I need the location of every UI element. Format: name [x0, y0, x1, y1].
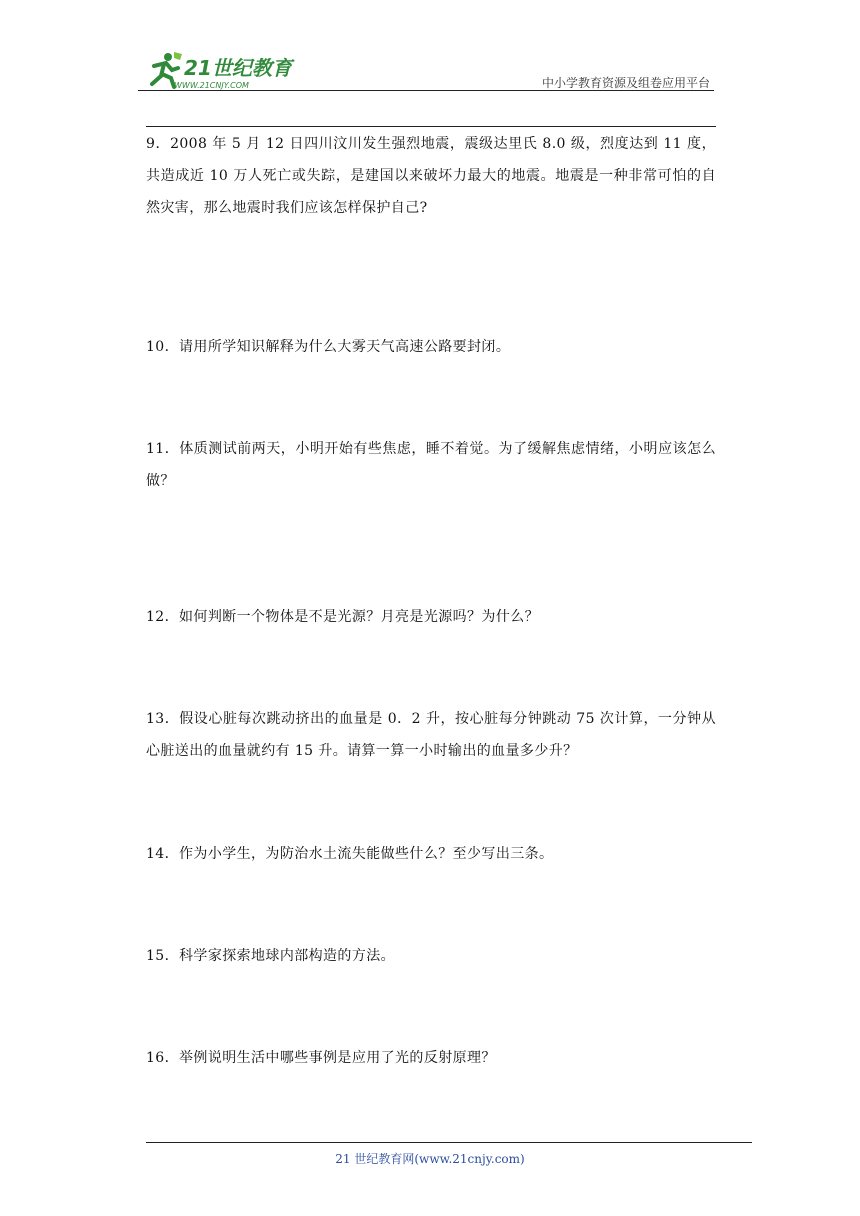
question-15: 15．科学家探索地球内部构造的方法。: [146, 948, 396, 964]
question-13: 13．假设心脏每次跳动挤出的血量是 0．2 升，按心脏每分钟跳动 75 次计算，一分钟从心脏送出的血量就约有 15 升。请算一算一小时输出的血量多少升？: [146, 711, 716, 759]
question-10: 10．请用所学知识解释为什么大雾天气高速公路要封闭。: [146, 339, 511, 355]
question-11: 11．体质测试前两天，小明开始有些焦虑，睡不着觉。为了缓解焦虑情绪，小明应该怎么做？: [146, 441, 716, 489]
question-9: 9．2008 年 5 月 12 日四川汶川发生强烈地震，震级达里氏 8.0 级，烈度达到 11 度，共造成近 10 万人死亡或失踪，是建国以来破坏力最大的地震。地震是一种非常可怕的自然灾害，那么地震时我们应该怎样保护自己?: [146, 136, 716, 216]
platform-name: 中小学教育资源及组卷应用平台: [541, 76, 710, 90]
footer-rule: [146, 1142, 752, 1143]
footer-text: 21 世纪教育网(www.21cnjy.com): [335, 1152, 525, 1166]
question-14: 14．作为小学生，为防治水土流失能做些什么？至少写出三条。: [146, 846, 554, 862]
question-12: 12．如何判断一个物体是不是光源？月亮是光源吗？为什么？: [146, 609, 540, 625]
content-top-rule: [146, 126, 716, 127]
header-rule: [138, 90, 714, 91]
question-16: 16．举例说明生活中哪些事例是应用了光的反射原理？: [146, 1050, 496, 1066]
logo-text: 21世纪教育: [184, 56, 292, 80]
logo-url: WWW.21CNJY.COM: [174, 81, 249, 90]
site-logo: [144, 46, 324, 96]
